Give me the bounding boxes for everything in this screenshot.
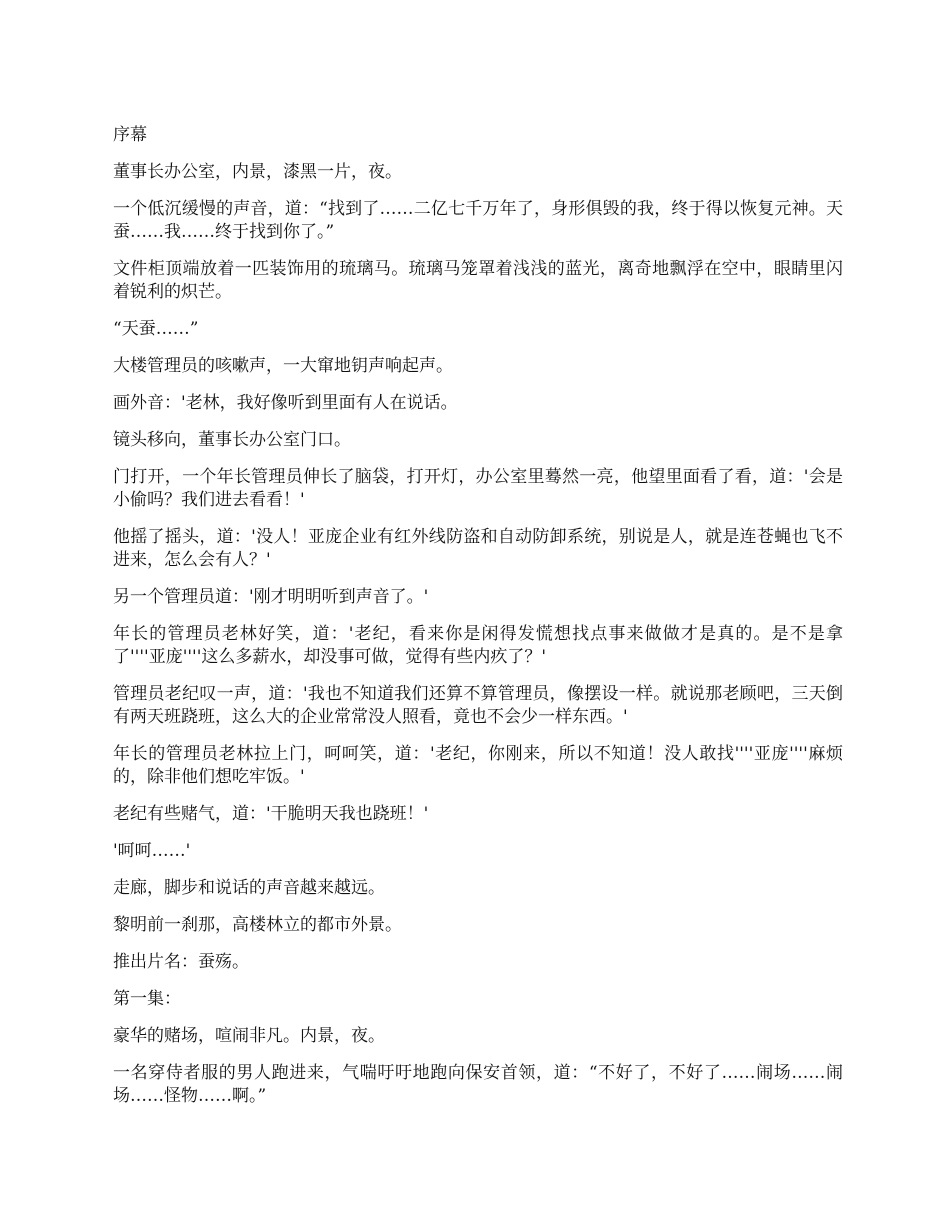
- paragraph: '呵呵……': [113, 841, 191, 861]
- paragraph: 一个低沉缓慢的声音，道：“找到了……二亿七千万年了，身形俱毁的我，终于得以恢复元神。天蚕……我……终于找到你了。”: [113, 199, 843, 242]
- paragraph: 一名穿侍者服的男人跑进来，气喘吁吁地跑向保安首领，道：“不好了，不好了……闹场……闹场……怪物……啊。”: [113, 1063, 843, 1106]
- paragraph: 大楼管理员的咳嗽声，一大窜地钥声响起声。: [113, 356, 453, 376]
- paragraph: 镜头移向，董事长办公室门口。: [113, 430, 351, 450]
- paragraph: 老纪有些赌气，道：'干脆明天我也跷班！': [113, 804, 429, 824]
- paragraph: “天蚕……”: [113, 319, 199, 339]
- heading-prologue: 序幕: [113, 125, 147, 145]
- scene-direction: 董事长办公室，内景，漆黑一片，夜。: [113, 162, 402, 182]
- scene-direction: 豪华的赌场，喧闹非凡。内景，夜。: [113, 1026, 385, 1046]
- paragraph: 走廊，脚步和说话的声音越来越远。: [113, 878, 385, 898]
- paragraph: 年长的管理员老林拉上门，呵呵笑，道：'老纪，你刚来，所以不知道！没人敢找''''亚庞''''麻烦的，除非他们想吃牢饭。': [113, 744, 843, 787]
- title-card: 推出片名：蚕殇。: [113, 952, 249, 972]
- paragraph: 画外音：'老林，我好像听到里面有人在说话。: [113, 393, 458, 413]
- paragraph: 另一个管理员道：'刚才明明听到声音了。': [113, 587, 429, 607]
- paragraph: 年长的管理员老林好笑，道：'老纪，看来你是闲得发慌想找点事来做做才是真的。是不是拿了''''亚庞''''这么多薪水，却没事可做，觉得有些内疚了？': [113, 624, 843, 667]
- paragraph: 文件柜顶端放着一匹装饰用的琉璃马。琉璃马笼罩着浅浅的蓝光，离奇地飘浮在空中，眼睛里闪着锐利的炽芒。: [113, 259, 843, 302]
- paragraph: 管理员老纪叹一声，道：'我也不知道我们还算不算管理员，像摆设一样。就说那老顾吧，三天倒有两天班跷班，这么大的企业常常没人照看，竟也不会少一样东西。': [113, 684, 843, 727]
- paragraph: 黎明前一刹那，高楼林立的都市外景。: [113, 915, 402, 935]
- paragraph: 门打开，一个年长管理员伸长了脑袋，打开灯，办公室里蓦然一亮，他望里面看了看，道：'会是小偷吗？我们进去看看！': [113, 467, 843, 510]
- document-body: [113, 124, 843, 1122]
- paragraph: 他摇了摇头，道：'没人！亚庞企业有红外线防盗和自动防卸系统，别说是人，就是连苍蝇也飞不进来，怎么会有人？': [113, 527, 843, 570]
- heading-episode-one: 第一集：: [113, 989, 181, 1009]
